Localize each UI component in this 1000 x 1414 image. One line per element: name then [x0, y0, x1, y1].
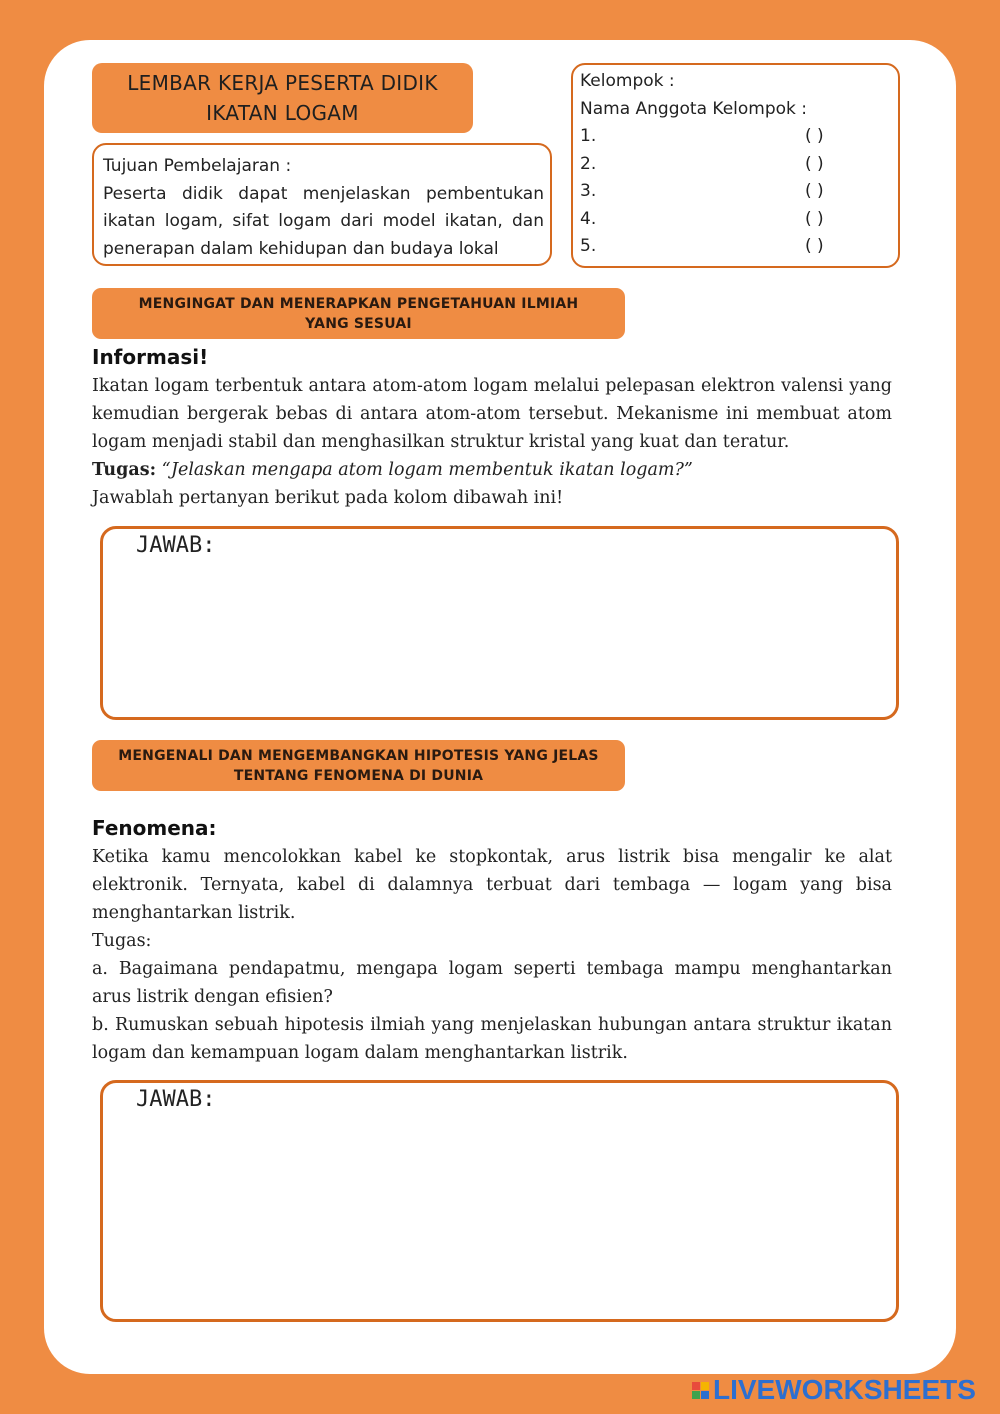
member-row[interactable]	[580, 178, 898, 206]
group-label[interactable]: Kelompok :	[580, 71, 675, 91]
section-1-bar	[92, 288, 625, 339]
title-line-1: LEMBAR KERJA PESERTA DIDIK	[127, 71, 438, 95]
phenomenon-paragraph: Ketika kamu mencolokkan kabel ke stopkontak, arus listrik bisa mengalir ke alat elektronik. Ternyata, kabel di dalamnya terbuat dari tembaga — logam yang bisa menghantarkan listrik.	[92, 847, 892, 923]
section-2-bar-line-2: TENTANG FENOMENA DI DUNIA	[233, 767, 484, 784]
member-number: 3.	[580, 181, 597, 201]
member-row[interactable]	[580, 151, 898, 179]
phenomenon-heading: Fenomena:	[92, 816, 217, 840]
liveworksheets-logo[interactable]	[692, 1374, 976, 1406]
member-row[interactable]	[580, 206, 898, 234]
member-number: 5.	[580, 236, 597, 256]
answer-instruction: Jawablah pertanyan berikut pada kolom dibawah ini!	[92, 488, 564, 508]
answer-box-2[interactable]	[100, 1080, 899, 1322]
liveworksheets-icon	[692, 1382, 709, 1399]
information-paragraph: Ikatan logam terbentuk antara atom-atom logam melalui pelepasan elektron valensi yang kemudian bergerak bebas di antara atom-atom tersebut. Mekanisme ini membuat atom logam menjadi stabil dan menghasilkan struktur kristal yang kuat dan teratur.	[92, 376, 892, 452]
task-b: b. Rumuskan sebuah hipotesis ilmiah yang menjelaskan hubungan antara struktur ikatan logam dan kemampuan logam dalam menghantarkan listrik.	[92, 1015, 892, 1063]
member-paren: ( )	[805, 153, 824, 174]
answer-label: JAWAB:	[136, 1087, 216, 1112]
information-heading: Informasi!	[92, 345, 209, 369]
member-row[interactable]	[580, 123, 898, 151]
learning-goal-text: Peserta didik dapat menjelaskan pembentukan ikatan logam, sifat logam dari model ikatan, dan penerapan dalam kehidupan dan budaya lokal	[103, 183, 544, 259]
answer-label: JAWAB:	[136, 533, 216, 558]
answer-box-1[interactable]	[100, 526, 899, 720]
section-1-bar-line-2: YANG SESUAI	[305, 315, 412, 332]
learning-goal-label: Tujuan Pembelajaran :	[103, 156, 292, 176]
task-label: Tugas:	[92, 460, 157, 480]
member-paren: ( )	[805, 126, 824, 146]
information-block	[92, 372, 892, 512]
phenomenon-block	[92, 843, 892, 1067]
liveworksheets-wordmark: LIVEWORKSHEETS	[713, 1374, 976, 1405]
member-number: 1.	[580, 126, 597, 146]
task-label: Tugas:	[92, 931, 152, 951]
member-paren: ( )	[805, 208, 824, 229]
worksheet-title	[92, 63, 473, 133]
member-paren: ( )	[805, 236, 824, 256]
members-label: Nama Anggota Kelompok :	[580, 98, 808, 119]
section-1-bar-line-1: MENGINGAT DAN MENERAPKAN PENGETAHUAN ILMIAH	[138, 295, 579, 312]
member-number: 2.	[580, 153, 597, 174]
learning-goal-box	[92, 143, 552, 266]
title-line-2: IKATAN LOGAM	[206, 101, 359, 125]
section-2-bar-line-1: MENGENALI DAN MENGEMBANGKAN HIPOTESIS YANG JELAS	[118, 747, 599, 764]
member-row[interactable]	[580, 233, 898, 261]
task-question: “Jelaskan mengapa atom logam membentuk ikatan logam?”	[161, 460, 693, 480]
task-line	[92, 456, 892, 484]
member-paren: ( )	[805, 181, 824, 201]
task-a: a. Bagaimana pendapatmu, mengapa logam seperti tembaga mampu menghantarkan arus listrik dengan efisien?	[92, 959, 892, 1007]
section-2-bar	[92, 740, 625, 791]
member-number: 4.	[580, 208, 597, 229]
group-info-box	[571, 63, 900, 268]
